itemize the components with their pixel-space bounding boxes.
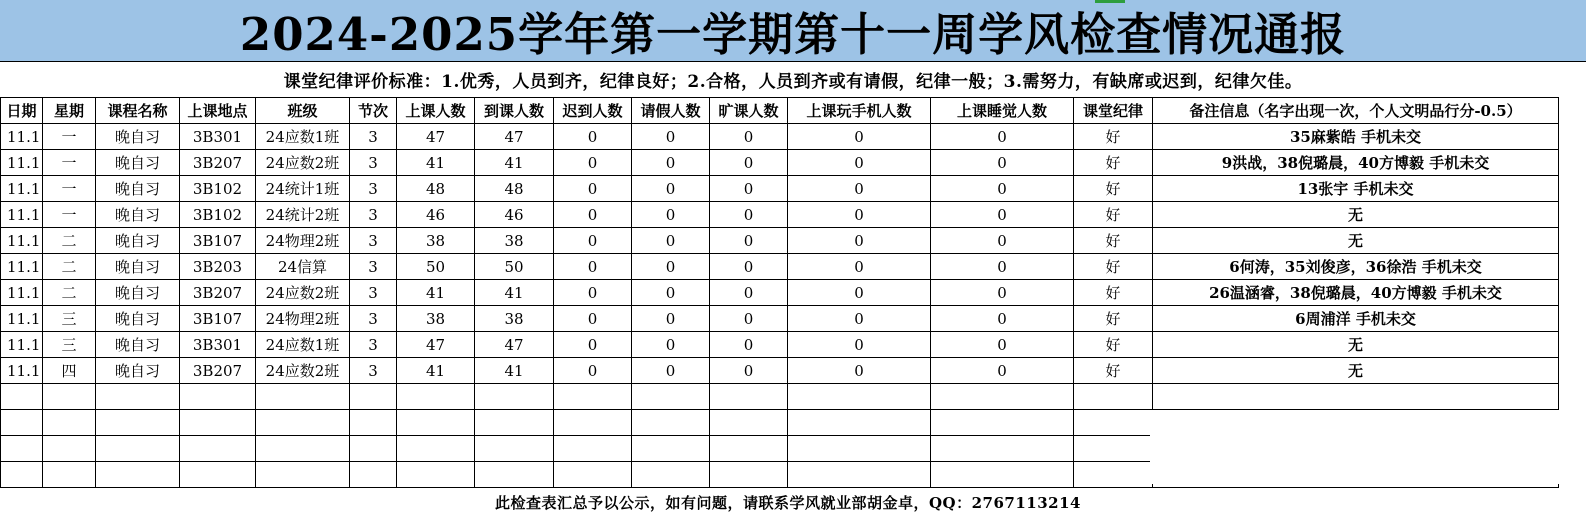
table-cell[interactable]: 一 — [43, 150, 96, 176]
table-cell[interactable]: 一 — [43, 202, 96, 228]
table-cell[interactable]: 晚自习 — [96, 202, 180, 228]
table-cell[interactable]: 50 — [397, 254, 475, 280]
table-cell[interactable]: 0 — [710, 306, 788, 332]
empty-cell[interactable] — [180, 384, 256, 410]
table-cell[interactable]: 好 — [1074, 124, 1153, 150]
table-cell[interactable]: 3B102 — [180, 202, 256, 228]
table-cell[interactable]: 24应数1班 — [256, 124, 350, 150]
table-cell[interactable]: 晚自习 — [96, 150, 180, 176]
table-cell[interactable]: 0 — [710, 176, 788, 202]
table-cell[interactable]: 0 — [788, 124, 931, 150]
column-header[interactable]: 课程名称 — [96, 98, 180, 124]
column-header[interactable]: 日期 — [1, 98, 43, 124]
empty-cell[interactable] — [180, 436, 256, 462]
table-cell[interactable]: 24应数2班 — [256, 280, 350, 306]
table-cell[interactable]: 6周浦洋 手机未交 — [1153, 306, 1559, 332]
table-cell[interactable]: 41 — [475, 280, 554, 306]
table-cell[interactable]: 24信算 — [256, 254, 350, 280]
table-row — [1, 228, 1559, 254]
table-cell[interactable]: 11.1 — [1, 228, 43, 254]
table-cell[interactable]: 0 — [788, 150, 931, 176]
table-cell[interactable]: 0 — [931, 202, 1074, 228]
table-cell[interactable]: 四 — [43, 358, 96, 384]
table-cell[interactable]: 3 — [350, 280, 397, 306]
table-cell[interactable]: 3 — [350, 228, 397, 254]
table-cell[interactable]: 0 — [632, 306, 710, 332]
table-row — [1, 280, 1559, 306]
empty-cell[interactable] — [350, 410, 397, 436]
empty-cell[interactable] — [43, 436, 96, 462]
table-cell[interactable]: 11.1 — [1, 358, 43, 384]
table-cell[interactable]: 38 — [475, 228, 554, 254]
table-cell[interactable]: 晚自习 — [96, 176, 180, 202]
table-cell[interactable]: 0 — [931, 358, 1074, 384]
table-cell[interactable]: 好 — [1074, 228, 1153, 254]
empty-cell[interactable] — [788, 384, 931, 410]
table-cell[interactable]: 晚自习 — [96, 306, 180, 332]
table-cell[interactable]: 0 — [788, 358, 931, 384]
table-cell[interactable]: 无 — [1153, 202, 1559, 228]
empty-cell[interactable] — [96, 436, 180, 462]
table-cell[interactable]: 11.1 — [1, 306, 43, 332]
table-cell[interactable]: 好 — [1074, 254, 1153, 280]
table-cell[interactable]: 38 — [475, 306, 554, 332]
empty-cell[interactable] — [554, 410, 632, 436]
empty-cell[interactable] — [43, 410, 96, 436]
table-cell[interactable]: 3B207 — [180, 358, 256, 384]
table-cell[interactable]: 24应数2班 — [256, 358, 350, 384]
table-cell[interactable]: 好 — [1074, 306, 1153, 332]
selection-mark — [1095, 0, 1125, 3]
empty-cell[interactable] — [1074, 384, 1153, 410]
table-cell[interactable]: 3 — [350, 150, 397, 176]
table-cell[interactable]: 0 — [710, 254, 788, 280]
empty-cell[interactable] — [1074, 410, 1153, 436]
table-cell[interactable]: 3B107 — [180, 306, 256, 332]
table-cell[interactable]: 3B203 — [180, 254, 256, 280]
table-cell[interactable]: 0 — [788, 254, 931, 280]
column-header[interactable]: 上课地点 — [180, 98, 256, 124]
table-cell[interactable]: 3B207 — [180, 150, 256, 176]
empty-cell[interactable] — [1153, 384, 1559, 410]
table-cell[interactable]: 11.1 — [1, 176, 43, 202]
empty-cell[interactable] — [710, 436, 788, 462]
table-cell[interactable]: 晚自习 — [96, 280, 180, 306]
table-cell[interactable]: 0 — [931, 124, 1074, 150]
table-cell[interactable]: 3 — [350, 254, 397, 280]
empty-cell[interactable] — [397, 384, 475, 410]
table-cell[interactable]: 47 — [475, 124, 554, 150]
table-cell[interactable]: 晚自习 — [96, 358, 180, 384]
column-header[interactable]: 迟到人数 — [554, 98, 632, 124]
table-cell[interactable]: 好 — [1074, 150, 1153, 176]
table-cell[interactable]: 无 — [1153, 228, 1559, 254]
table-cell[interactable]: 24统计2班 — [256, 202, 350, 228]
table-cell[interactable]: 0 — [931, 228, 1074, 254]
table-header-row — [1, 98, 1559, 124]
table-row — [1, 254, 1559, 280]
column-header[interactable]: 班级 — [256, 98, 350, 124]
table-cell[interactable]: 41 — [397, 280, 475, 306]
table-cell[interactable]: 3B107 — [180, 228, 256, 254]
table-cell[interactable]: 0 — [710, 124, 788, 150]
table-cell[interactable]: 三 — [43, 306, 96, 332]
column-header[interactable]: 上课睡觉人数 — [931, 98, 1074, 124]
empty-cell[interactable] — [256, 436, 350, 462]
table-cell[interactable]: 3B102 — [180, 176, 256, 202]
table-cell[interactable]: 24物理2班 — [256, 228, 350, 254]
column-header[interactable]: 备注信息（名字出现一次，个人文明品行分-0.5） — [1153, 98, 1559, 124]
table-cell[interactable]: 0 — [632, 228, 710, 254]
table-cell[interactable]: 0 — [554, 176, 632, 202]
table-cell[interactable]: 0 — [710, 280, 788, 306]
empty-cell[interactable] — [632, 436, 710, 462]
table-cell[interactable]: 三 — [43, 332, 96, 358]
column-header[interactable]: 上课玩手机人数 — [788, 98, 931, 124]
table-cell[interactable]: 二 — [43, 228, 96, 254]
table-row — [1, 306, 1559, 332]
table-cell[interactable]: 一 — [43, 124, 96, 150]
table-cell[interactable]: 3 — [350, 124, 397, 150]
table-cell[interactable]: 3 — [350, 358, 397, 384]
table-cell[interactable]: 46 — [397, 202, 475, 228]
table-cell[interactable]: 11.1 — [1, 150, 43, 176]
table-cell[interactable]: 好 — [1074, 332, 1153, 358]
column-header[interactable]: 上课人数 — [397, 98, 475, 124]
table-cell[interactable]: 0 — [931, 176, 1074, 202]
table-cell[interactable]: 0 — [788, 176, 931, 202]
empty-row — [1, 384, 1559, 410]
empty-cell[interactable] — [788, 410, 931, 436]
table-cell[interactable]: 无 — [1153, 332, 1559, 358]
column-header[interactable]: 到课人数 — [475, 98, 554, 124]
table-cell[interactable]: 晚自习 — [96, 124, 180, 150]
empty-cell[interactable] — [710, 384, 788, 410]
empty-cell[interactable] — [710, 410, 788, 436]
table-cell[interactable]: 0 — [632, 202, 710, 228]
table-cell[interactable]: 41 — [397, 358, 475, 384]
table-cell[interactable]: 3B301 — [180, 332, 256, 358]
table-cell[interactable]: 无 — [1153, 358, 1559, 384]
empty-cell[interactable] — [632, 410, 710, 436]
table-cell[interactable]: 11.1 — [1, 332, 43, 358]
table-cell[interactable]: 11.1 — [1, 124, 43, 150]
empty-cell[interactable] — [397, 436, 475, 462]
column-header[interactable]: 请假人数 — [632, 98, 710, 124]
table-cell[interactable]: 0 — [931, 280, 1074, 306]
table-cell[interactable]: 46 — [475, 202, 554, 228]
blank-overlay — [1150, 410, 1586, 484]
table-cell[interactable]: 3 — [350, 306, 397, 332]
table-cell[interactable]: 0 — [554, 150, 632, 176]
empty-cell[interactable] — [475, 436, 554, 462]
table-cell[interactable]: 24应数2班 — [256, 150, 350, 176]
table-cell[interactable]: 38 — [397, 228, 475, 254]
table-cell[interactable]: 3B207 — [180, 280, 256, 306]
empty-cell[interactable] — [256, 410, 350, 436]
table-cell[interactable]: 晚自习 — [96, 228, 180, 254]
table-cell[interactable]: 41 — [475, 150, 554, 176]
table-cell[interactable]: 3B301 — [180, 124, 256, 150]
empty-cell[interactable] — [1074, 436, 1153, 462]
table-cell[interactable]: 11.1 — [1, 254, 43, 280]
table-row — [1, 202, 1559, 228]
table-cell[interactable]: 38 — [397, 306, 475, 332]
table-cell[interactable]: 0 — [554, 332, 632, 358]
table-cell[interactable]: 0 — [710, 228, 788, 254]
table-cell[interactable]: 0 — [710, 150, 788, 176]
empty-cell[interactable] — [96, 384, 180, 410]
table-cell[interactable]: 0 — [710, 358, 788, 384]
table-row — [1, 124, 1559, 150]
table-row — [1, 332, 1559, 358]
table-cell[interactable]: 0 — [632, 254, 710, 280]
empty-cell[interactable] — [96, 410, 180, 436]
table-cell[interactable]: 0 — [554, 228, 632, 254]
empty-cell[interactable] — [931, 384, 1074, 410]
footer-notice — [0, 484, 1586, 521]
table-cell[interactable]: 3 — [350, 332, 397, 358]
table-cell[interactable]: 好 — [1074, 358, 1153, 384]
table-cell[interactable]: 二 — [43, 254, 96, 280]
table-cell[interactable]: 好 — [1074, 202, 1153, 228]
table-cell[interactable]: 0 — [554, 254, 632, 280]
table-cell[interactable]: 好 — [1074, 176, 1153, 202]
table-cell[interactable]: 47 — [397, 332, 475, 358]
table-row — [1, 150, 1559, 176]
column-header[interactable]: 星期 — [43, 98, 96, 124]
table-cell[interactable]: 0 — [788, 228, 931, 254]
table-cell[interactable]: 26温涵睿，38倪璐晨，40方博毅 手机未交 — [1153, 280, 1559, 306]
empty-cell[interactable] — [256, 384, 350, 410]
table-cell[interactable]: 0 — [710, 202, 788, 228]
table-cell[interactable]: 0 — [788, 306, 931, 332]
empty-cell[interactable] — [1, 436, 43, 462]
empty-cell[interactable] — [788, 436, 931, 462]
report-title: 2024-2025学年第一学期第十一周学风检查情况通报 — [0, 0, 1586, 62]
evaluation-standard: 课堂纪律评价标准：1.优秀，人员到齐，纪律良好；2.合格，人员到齐或有请假，纪律一般；3.需努力，有缺席或迟到，纪律欠佳。 — [283, 72, 1303, 92]
table-cell[interactable]: 6何涛，35刘俊彦，36徐浩 手机未交 — [1153, 254, 1559, 280]
table-cell[interactable]: 0 — [710, 332, 788, 358]
table-cell[interactable]: 二 — [43, 280, 96, 306]
empty-cell[interactable] — [475, 384, 554, 410]
table-cell[interactable]: 0 — [554, 124, 632, 150]
column-header[interactable]: 节次 — [350, 98, 397, 124]
column-header[interactable]: 课堂纪律 — [1074, 98, 1153, 124]
table-cell[interactable]: 47 — [397, 124, 475, 150]
empty-cell[interactable] — [554, 384, 632, 410]
table-cell[interactable]: 0 — [632, 124, 710, 150]
empty-cell[interactable] — [1, 410, 43, 436]
table-cell[interactable]: 0 — [632, 150, 710, 176]
table-cell[interactable]: 41 — [475, 358, 554, 384]
table-row — [1, 358, 1559, 384]
empty-cell[interactable] — [350, 436, 397, 462]
table-cell[interactable]: 35麻紫皓 手机未交 — [1153, 124, 1559, 150]
empty-cell[interactable] — [1, 384, 43, 410]
table-cell[interactable]: 0 — [931, 332, 1074, 358]
table-cell[interactable]: 3 — [350, 176, 397, 202]
empty-cell[interactable] — [931, 436, 1074, 462]
table-cell[interactable]: 24应数1班 — [256, 332, 350, 358]
table-cell[interactable]: 晚自习 — [96, 254, 180, 280]
footer-text: 此检查表汇总予以公示，如有问题，请联系学风就业部胡金卓，QQ：2767113214 — [494, 494, 1081, 512]
empty-cell[interactable] — [931, 410, 1074, 436]
empty-cell[interactable] — [475, 410, 554, 436]
table-cell[interactable]: 0 — [554, 280, 632, 306]
table-cell[interactable]: 好 — [1074, 280, 1153, 306]
empty-cell[interactable] — [632, 384, 710, 410]
table-cell[interactable]: 0 — [931, 306, 1074, 332]
table-cell[interactable]: 48 — [475, 176, 554, 202]
table-cell[interactable]: 0 — [554, 202, 632, 228]
table-cell[interactable]: 0 — [632, 176, 710, 202]
table-cell[interactable]: 3 — [350, 202, 397, 228]
table-cell[interactable]: 0 — [632, 332, 710, 358]
table-cell[interactable]: 0 — [632, 280, 710, 306]
empty-cell[interactable] — [397, 410, 475, 436]
table-cell[interactable]: 0 — [788, 202, 931, 228]
empty-cell[interactable] — [554, 436, 632, 462]
table-cell[interactable]: 0 — [632, 358, 710, 384]
table-cell[interactable]: 47 — [475, 332, 554, 358]
table-cell[interactable]: 0 — [788, 332, 931, 358]
empty-cell[interactable] — [350, 384, 397, 410]
table-cell[interactable]: 0 — [788, 280, 931, 306]
table-cell[interactable]: 0 — [554, 358, 632, 384]
table-cell[interactable]: 13张宇 手机未交 — [1153, 176, 1559, 202]
column-header[interactable]: 旷课人数 — [710, 98, 788, 124]
empty-cell[interactable] — [180, 410, 256, 436]
table-cell[interactable]: 11.1 — [1, 280, 43, 306]
table-row — [1, 176, 1559, 202]
table-cell[interactable]: 0 — [931, 254, 1074, 280]
table-cell[interactable]: 9洪战，38倪璐晨，40方博毅 手机未交 — [1153, 150, 1559, 176]
table-cell[interactable]: 48 — [397, 176, 475, 202]
table-cell[interactable]: 11.1 — [1, 202, 43, 228]
table-cell[interactable]: 24统计1班 — [256, 176, 350, 202]
table-cell[interactable]: 晚自习 — [96, 332, 180, 358]
table-cell[interactable]: 24物理2班 — [256, 306, 350, 332]
table-cell[interactable]: 50 — [475, 254, 554, 280]
table-cell[interactable]: 0 — [554, 306, 632, 332]
table-cell[interactable]: 41 — [397, 150, 475, 176]
table-cell[interactable]: 一 — [43, 176, 96, 202]
table-cell[interactable]: 0 — [931, 150, 1074, 176]
empty-cell[interactable] — [43, 384, 96, 410]
